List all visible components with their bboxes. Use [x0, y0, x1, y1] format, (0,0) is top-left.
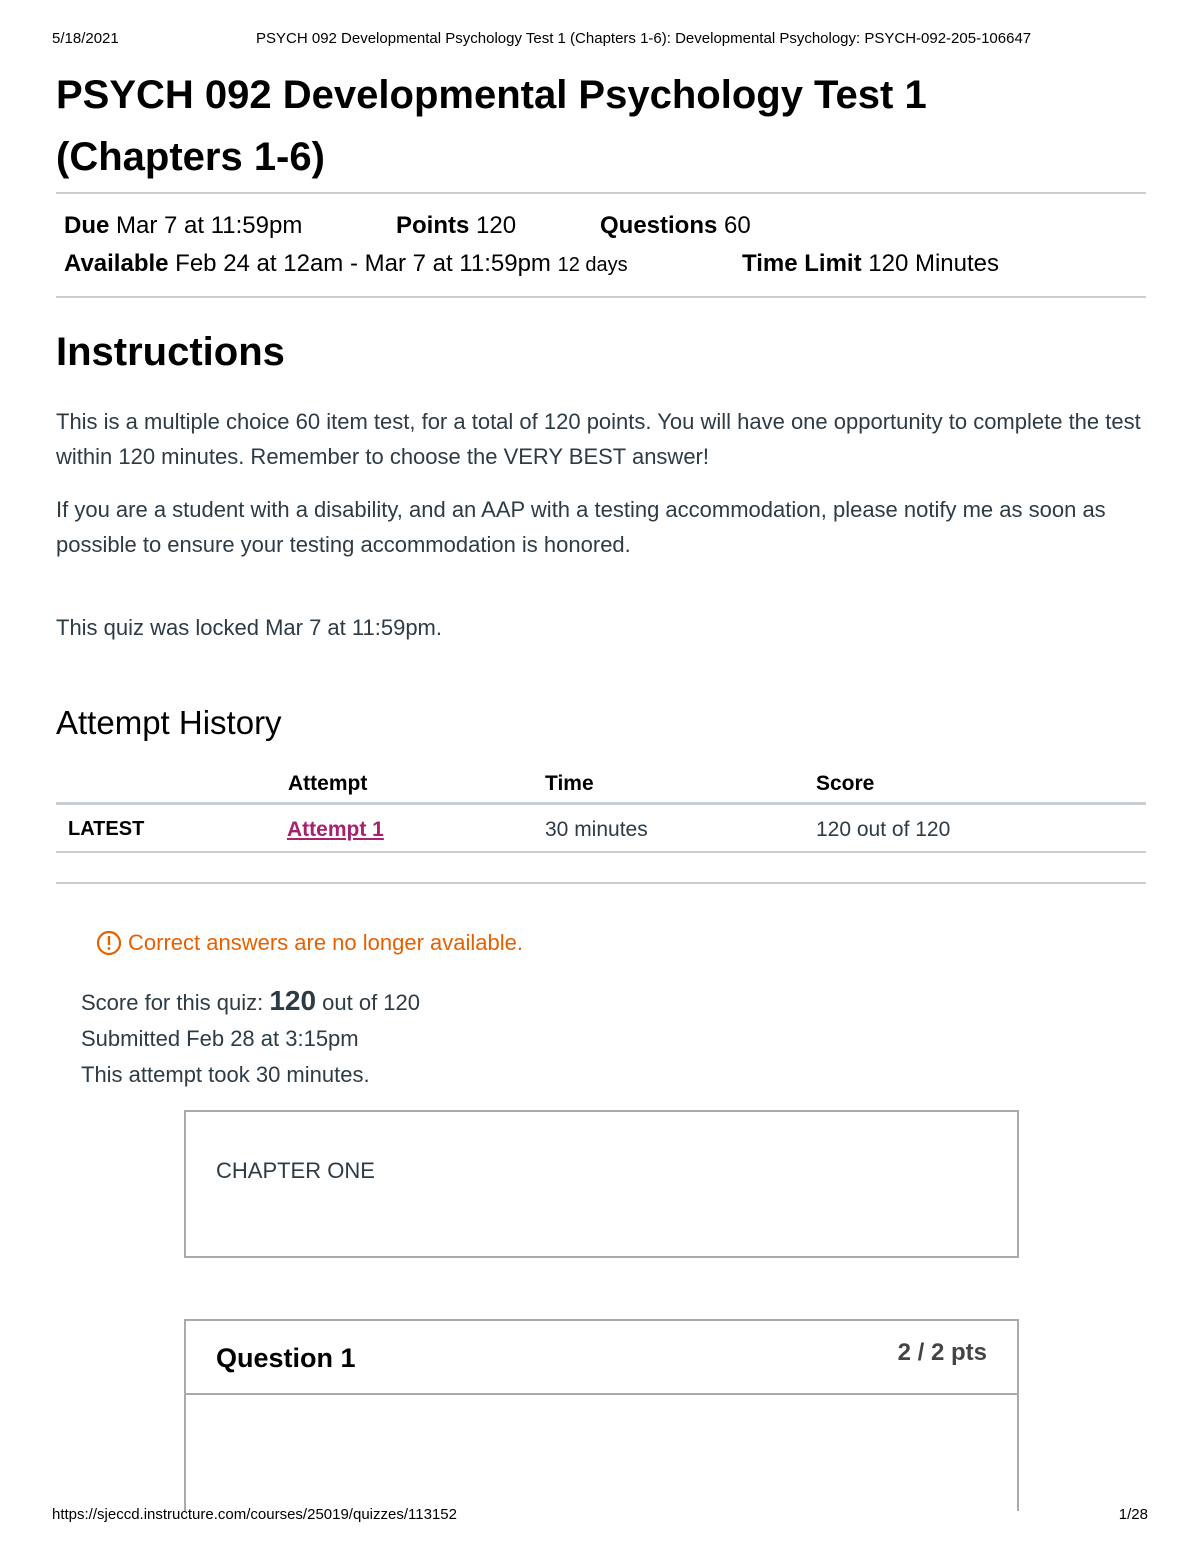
- points-field: [396, 212, 516, 240]
- page-title: PSYCH 092 Developmental Psychology Test 1 (Chapters 1-6): [56, 73, 927, 179]
- answers-unavailable-notice: [96, 930, 523, 956]
- column-header-time: Time: [545, 772, 594, 795]
- score-value: 120: [269, 985, 317, 1016]
- attempt-score: 120 out of 120: [816, 818, 951, 841]
- submitted-text: Submitted Feb 28 at 3:15pm: [81, 1026, 359, 1051]
- quiz-locked-text: This quiz was locked Mar 7 at 11:59pm.: [56, 615, 442, 640]
- questions-field: [600, 212, 751, 240]
- score-prefix: Score for this quiz:: [81, 990, 270, 1015]
- print-doc-title: PSYCH 092 Developmental Psychology Test 1 (Chapters 1-6): Developmental Psychology: PSYCH-092-205-106647: [256, 30, 1032, 47]
- available-days: 12 days: [557, 254, 628, 276]
- divider: [56, 296, 1146, 298]
- time-limit-field: [742, 250, 999, 278]
- attempt-history-heading: Attempt History: [56, 704, 282, 741]
- due-label: Due: [64, 212, 110, 239]
- points-value: 120: [476, 212, 517, 239]
- print-date: 5/18/2021: [52, 30, 119, 47]
- question-points: 2 / 2 pts: [897, 1339, 987, 1366]
- due-value: Mar 7 at 11:59pm: [116, 212, 303, 239]
- print-footer: [52, 1506, 1148, 1526]
- question-header: [186, 1321, 1017, 1395]
- chapter-box: [184, 1110, 1019, 1258]
- divider: [56, 192, 1146, 194]
- row-label-latest: LATEST: [68, 818, 145, 840]
- exclamation-circle-icon: [96, 930, 122, 956]
- available-value: Feb 24 at 12am - Mar 7 at 11:59pm: [175, 250, 551, 277]
- score-summary: [81, 983, 420, 1093]
- print-header: [52, 30, 1148, 50]
- questions-label: Questions: [600, 212, 718, 239]
- attempt-time: 30 minutes: [545, 818, 648, 841]
- divider: [56, 882, 1146, 884]
- notice-text: Correct answers are no longer available.: [128, 930, 523, 955]
- instructions-paragraph-2: If you are a student with a disability, and an AAP with a testing accommodation, please notify me as soon as possible to ensure your testing accommodation is honored.: [56, 497, 1106, 557]
- due-field: [64, 212, 302, 240]
- attempt-duration-text: This attempt took 30 minutes.: [81, 1062, 370, 1087]
- instructions-paragraph-1: This is a multiple choice 60 item test, for a total of 120 points. You will have one opportunity to complete the test within 120 minutes. Remember to choose the VERY BEST answer!: [56, 409, 1141, 469]
- time-limit-value: 120 Minutes: [868, 250, 999, 277]
- table-header-rule: [56, 802, 1146, 805]
- available-field: [64, 250, 628, 278]
- available-label: Available: [64, 250, 169, 277]
- attempt-1-link[interactable]: Attempt 1: [287, 818, 384, 841]
- score-line: [81, 983, 420, 1021]
- time-limit-label: Time Limit: [742, 250, 862, 277]
- instructions-heading: Instructions: [56, 330, 285, 374]
- chapter-label: CHAPTER ONE: [216, 1158, 375, 1183]
- question-card: [184, 1319, 1019, 1511]
- column-header-attempt: Attempt: [288, 772, 368, 795]
- table-row-rule: [56, 851, 1146, 853]
- column-header-score: Score: [816, 772, 875, 795]
- print-url: https://sjeccd.instructure.com/courses/25019/quizzes/113152: [52, 1506, 457, 1523]
- score-suffix: out of 120: [316, 990, 421, 1015]
- points-label: Points: [396, 212, 470, 239]
- questions-value: 60: [724, 212, 751, 239]
- print-page-number: 1/28: [1118, 1506, 1148, 1523]
- question-title: Question 1: [216, 1343, 356, 1373]
